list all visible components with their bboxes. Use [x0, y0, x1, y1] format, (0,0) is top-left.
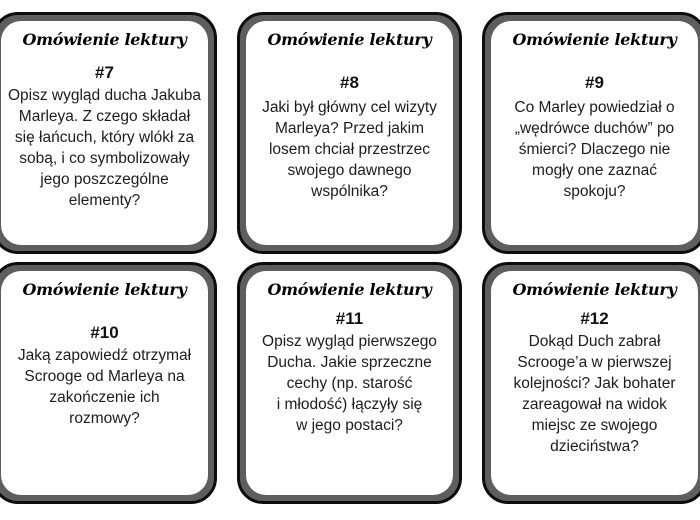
card-number: #7 — [95, 63, 114, 82]
card-content — [246, 271, 453, 495]
card-content — [1, 271, 208, 495]
card-content — [1, 21, 208, 245]
card-number: #10 — [90, 323, 119, 342]
card-title: Omówienie lektury — [22, 280, 187, 299]
card-question: Co Marley powiedział o „wędrówce duchów” po śmierci? Dlaczego nie mogły one zaznać spokoju? — [514, 99, 675, 200]
card-question: Opisz wygląd pierwszego Ducha. Jakie sprzeczne cechy (np. starość i młodość) łączyły się w jego postaci? — [262, 333, 437, 434]
question-card — [482, 12, 700, 254]
card-title: Omówienie lektury — [512, 280, 677, 299]
question-card — [237, 262, 462, 504]
card-title: Omówienie lektury — [22, 30, 187, 49]
question-card — [482, 262, 700, 504]
card-content — [491, 21, 698, 245]
card-content — [246, 21, 453, 245]
card-title: Omówienie lektury — [512, 30, 677, 49]
question-card — [0, 12, 217, 254]
card-title: Omówienie lektury — [267, 280, 432, 299]
card-title: Omówienie lektury — [267, 30, 432, 49]
card-number: #8 — [340, 73, 359, 92]
card-number: #12 — [580, 309, 609, 328]
card-number: #11 — [335, 309, 364, 328]
card-question: Dokąd Duch zabrał Scrooge’a w pierwszej kolejności? Jak bohater zareagował na widok miejsc ze swojego dzieciństwa? — [513, 333, 676, 455]
card-question: Jaką zapowiedź otrzymał Scrooge od Marleya na zakończenie ich rozmowy? — [17, 347, 192, 427]
question-card — [237, 12, 462, 254]
card-question: Opisz wygląd ducha Jakuba Marleya. Z czego składał się łańcuch, który wlókł za sobą, i co symbolizowały jego poszczególne elementy? — [7, 87, 201, 209]
card-question: Jaki był główny cel wizyty Marleya? Przed jakim losem chciał przestrzec swojego dawnego wspólnika? — [262, 99, 437, 200]
question-card — [0, 262, 217, 504]
card-content — [491, 271, 698, 495]
card-number: #9 — [585, 73, 604, 92]
